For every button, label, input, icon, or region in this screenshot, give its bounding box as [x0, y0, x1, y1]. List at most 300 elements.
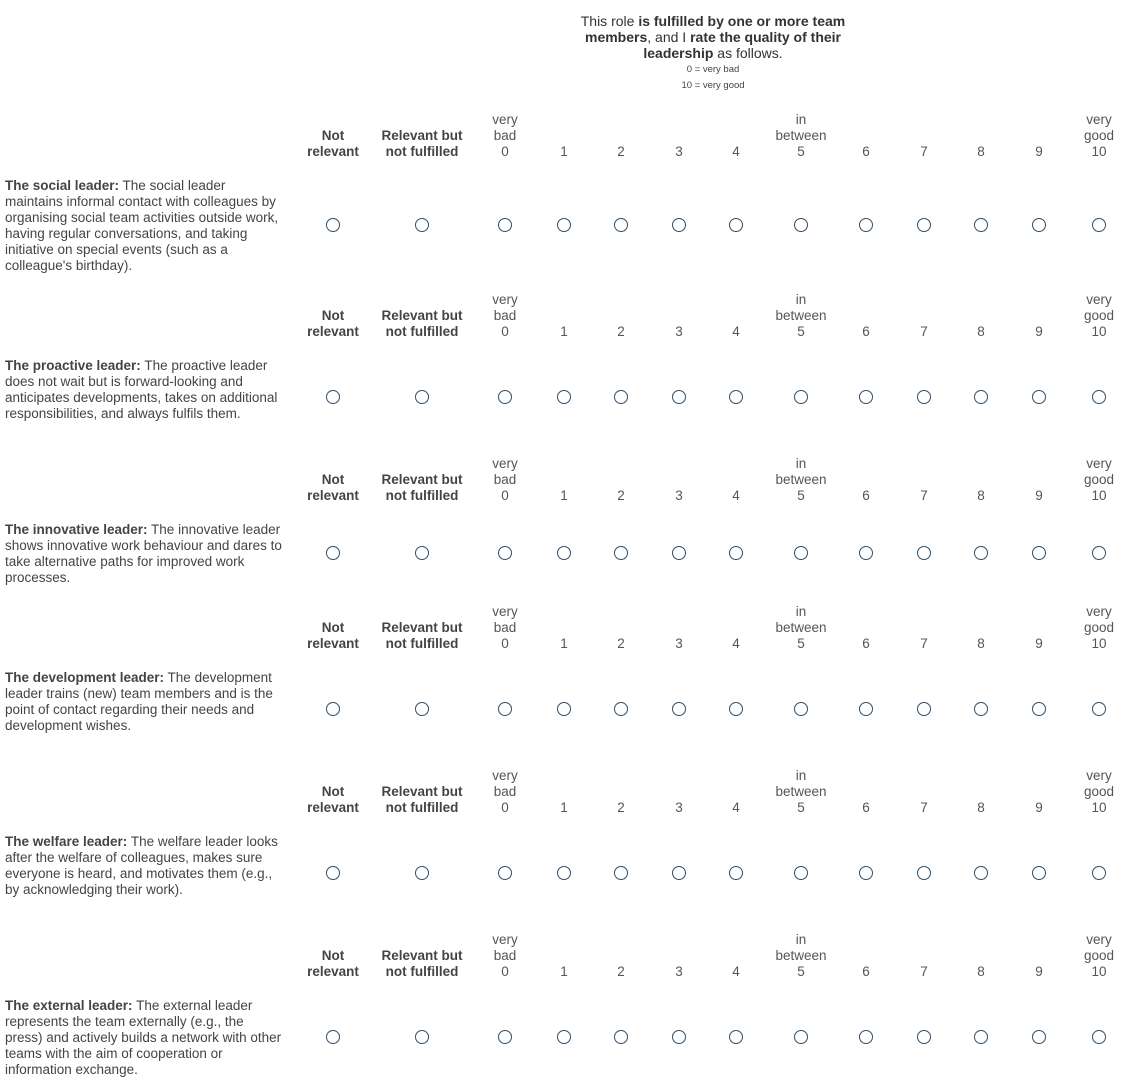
column-header-line: [617, 292, 625, 308]
column-header: [1084, 768, 1114, 816]
rating-radio[interactable]: [326, 1030, 340, 1044]
column-header-line: [675, 128, 683, 144]
column-header-line: 0: [501, 488, 509, 503]
rating-radio[interactable]: [859, 1030, 873, 1044]
column-header: [307, 456, 359, 504]
column-header-line: 4: [732, 964, 740, 979]
rating-radio[interactable]: [729, 390, 743, 404]
rating-radio[interactable]: [729, 866, 743, 880]
column-header-line: 2: [617, 636, 625, 651]
column-header-line: 3: [675, 964, 683, 979]
column-header-line: 8: [977, 324, 985, 339]
column-header-line: 6: [862, 144, 870, 159]
column-header-line: [1035, 948, 1043, 964]
column-header-line: [1035, 932, 1043, 948]
column-header: [492, 932, 518, 980]
column-header-line: bad: [493, 308, 517, 323]
rating-radio[interactable]: [557, 390, 571, 404]
column-header-line: relevant: [307, 324, 359, 339]
rating-radio[interactable]: [794, 390, 808, 404]
column-header-line: bad: [493, 128, 517, 143]
column-header-line: very: [1086, 604, 1112, 619]
column-header-line: 6: [862, 324, 870, 339]
column-header-line: 4: [732, 636, 740, 651]
column-header-line: 7: [920, 324, 928, 339]
column-header-line: Not: [321, 128, 345, 143]
column-header-line: 1: [560, 636, 568, 651]
column-header-line: Relevant but: [381, 620, 463, 635]
column-header-line: Not: [321, 784, 345, 799]
column-header-line: [675, 768, 683, 784]
rating-radio[interactable]: [614, 1030, 628, 1044]
column-header-line: [920, 948, 928, 964]
rating-radio[interactable]: [1032, 866, 1046, 880]
column-header: [492, 112, 518, 160]
rating-radio[interactable]: [557, 866, 571, 880]
column-header-line: 0: [501, 324, 509, 339]
intro-part: This role: [580, 13, 639, 29]
column-header-row: [0, 288, 1137, 340]
column-header-line: Relevant but: [381, 308, 463, 323]
column-header-line: [307, 112, 359, 128]
rating-radio[interactable]: [498, 866, 512, 880]
column-header-line: [560, 948, 568, 964]
column-header-line: [617, 308, 625, 324]
column-header: [560, 932, 568, 980]
rating-radio[interactable]: [557, 1030, 571, 1044]
column-header-line: 0: [501, 636, 509, 651]
column-header-line: [1035, 456, 1043, 472]
rating-radio[interactable]: [498, 546, 512, 560]
column-header-line: not fulfilled: [385, 800, 459, 815]
column-header-line: 8: [977, 144, 985, 159]
column-header: [732, 768, 740, 816]
column-header-line: 1: [560, 324, 568, 339]
column-header-line: [675, 456, 683, 472]
rating-radio[interactable]: [729, 546, 743, 560]
rating-radio[interactable]: [557, 218, 571, 232]
column-header-line: [307, 768, 359, 784]
column-header-line: very: [1086, 768, 1112, 783]
rating-radio[interactable]: [917, 390, 931, 404]
column-header-line: [381, 604, 462, 620]
column-header-line: [560, 112, 568, 128]
column-header-line: [1035, 292, 1043, 308]
rating-radio[interactable]: [672, 702, 686, 716]
column-header: [1035, 932, 1043, 980]
column-header-line: [977, 784, 985, 800]
rating-radio[interactable]: [415, 866, 429, 880]
column-header: [307, 768, 359, 816]
question-text: [5, 358, 283, 422]
column-header-line: 8: [977, 488, 985, 503]
column-header-line: very: [492, 112, 518, 127]
question-description: The social leader maintains informal contact with colleagues by organising social team activities outside work, having regular conversations, and taking initiative on special events (such as a colleague's birthday).: [5, 178, 279, 273]
column-header: [775, 932, 826, 980]
column-header-line: [1035, 784, 1043, 800]
rating-radio[interactable]: [859, 390, 873, 404]
column-header: [1035, 604, 1043, 652]
rating-radio[interactable]: [794, 1030, 808, 1044]
rating-radio[interactable]: [672, 1030, 686, 1044]
question-description: The development leader trains (new) team members and is the point of contact regarding their needs and development wishes.: [5, 670, 273, 733]
column-header-line: [920, 932, 928, 948]
rating-radio[interactable]: [498, 702, 512, 716]
rating-radio[interactable]: [1032, 218, 1046, 232]
column-header: [492, 292, 518, 340]
column-header-line: [381, 112, 462, 128]
column-header-line: [307, 932, 359, 948]
rating-radio[interactable]: [1092, 1030, 1106, 1044]
column-header-line: [560, 604, 568, 620]
column-header-line: [920, 604, 928, 620]
question-title: The welfare leader:: [5, 834, 128, 849]
column-header: [560, 604, 568, 652]
column-header-line: [675, 784, 683, 800]
column-header-line: 2: [617, 488, 625, 503]
column-header: [381, 768, 462, 816]
column-header-line: not fulfilled: [385, 488, 459, 503]
column-header-line: 6: [862, 800, 870, 815]
column-header-line: [862, 472, 870, 488]
column-header-line: 9: [1035, 488, 1043, 503]
column-header-line: [862, 456, 870, 472]
rating-radio[interactable]: [974, 546, 988, 560]
column-header: [492, 604, 518, 652]
rating-radio[interactable]: [672, 218, 686, 232]
column-header-line: relevant: [307, 488, 359, 503]
rating-radio[interactable]: [859, 218, 873, 232]
rating-radio[interactable]: [1032, 390, 1046, 404]
column-header-line: [1035, 768, 1043, 784]
column-header: [862, 768, 870, 816]
column-header-line: [675, 308, 683, 324]
rating-radio[interactable]: [917, 546, 931, 560]
column-header-line: [617, 948, 625, 964]
rating-radio[interactable]: [614, 702, 628, 716]
rating-radio[interactable]: [794, 866, 808, 880]
column-header-line: relevant: [307, 144, 359, 159]
rating-radio[interactable]: [672, 546, 686, 560]
column-header-line: 0: [501, 964, 509, 979]
column-header-line: in: [795, 768, 807, 783]
rating-radio[interactable]: [1092, 866, 1106, 880]
column-header-line: [560, 472, 568, 488]
rating-radio[interactable]: [415, 702, 429, 716]
column-header-line: [732, 784, 740, 800]
column-header-line: 6: [862, 636, 870, 651]
column-header: [675, 292, 683, 340]
column-header-line: [675, 932, 683, 948]
column-header-line: [977, 308, 985, 324]
column-header-line: [862, 604, 870, 620]
question-text: [5, 178, 283, 274]
column-header: [775, 112, 826, 160]
rating-radio[interactable]: [1032, 702, 1046, 716]
question-text: [5, 998, 283, 1078]
column-header-line: 7: [920, 800, 928, 815]
column-header-line: in: [795, 112, 807, 127]
column-header-line: [862, 620, 870, 636]
column-header-line: 8: [977, 800, 985, 815]
column-header-line: 8: [977, 636, 985, 651]
column-header-line: 5: [797, 964, 805, 979]
rating-radio[interactable]: [415, 218, 429, 232]
rating-radio[interactable]: [974, 1030, 988, 1044]
column-header-line: 2: [617, 800, 625, 815]
column-header: [1084, 604, 1114, 652]
rating-radio[interactable]: [1032, 1030, 1046, 1044]
column-header-line: [675, 472, 683, 488]
column-header-row: [0, 452, 1137, 504]
rating-radio[interactable]: [974, 702, 988, 716]
column-header-line: between: [775, 948, 827, 963]
column-header-line: good: [1083, 308, 1115, 323]
column-header: [1035, 456, 1043, 504]
column-header: [775, 292, 826, 340]
column-header-line: 3: [675, 800, 683, 815]
rating-radio[interactable]: [859, 702, 873, 716]
column-header-line: [617, 456, 625, 472]
question-text: [5, 670, 283, 734]
rating-radio[interactable]: [415, 1030, 429, 1044]
rating-radio[interactable]: [672, 390, 686, 404]
column-header-line: [862, 292, 870, 308]
rating-radio[interactable]: [794, 546, 808, 560]
rating-radio[interactable]: [1092, 546, 1106, 560]
rating-radio[interactable]: [859, 546, 873, 560]
column-header: [920, 604, 928, 652]
column-header: [560, 292, 568, 340]
column-header: [560, 112, 568, 160]
column-header: [617, 768, 625, 816]
column-header-line: 9: [1035, 324, 1043, 339]
column-header-line: [675, 292, 683, 308]
column-header-row: [0, 764, 1137, 816]
rating-radio[interactable]: [1092, 218, 1106, 232]
column-header-line: [307, 604, 359, 620]
column-header-line: [560, 784, 568, 800]
column-header: [977, 768, 985, 816]
rating-radio[interactable]: [917, 866, 931, 880]
column-header-line: 1: [560, 488, 568, 503]
column-header-line: [381, 768, 462, 784]
column-header-line: 7: [920, 488, 928, 503]
column-header-line: [920, 308, 928, 324]
column-header-line: Not: [321, 948, 345, 963]
column-header-line: [862, 768, 870, 784]
column-header-line: 4: [732, 324, 740, 339]
column-header-line: [617, 932, 625, 948]
column-header-line: [560, 932, 568, 948]
column-header-line: good: [1083, 128, 1115, 143]
column-header-line: [920, 456, 928, 472]
rating-radio[interactable]: [498, 218, 512, 232]
column-header: [732, 456, 740, 504]
column-header-line: [977, 604, 985, 620]
column-header-line: Relevant but: [381, 472, 463, 487]
rating-radio[interactable]: [326, 546, 340, 560]
column-header-line: [675, 620, 683, 636]
column-header-line: [1035, 472, 1043, 488]
rating-radio[interactable]: [326, 702, 340, 716]
column-header-line: 0: [501, 800, 509, 815]
rating-radio[interactable]: [415, 546, 429, 560]
rating-radio[interactable]: [974, 390, 988, 404]
question-description: The welfare leader looks after the welfare of colleagues, makes sure everyone is heard, and motivates them (e.g., by acknowledging their work).: [5, 834, 278, 897]
column-header-line: [675, 112, 683, 128]
rating-radio[interactable]: [729, 1030, 743, 1044]
rating-radio[interactable]: [794, 702, 808, 716]
column-header-line: [732, 292, 740, 308]
question-description: The external leader represents the team externally (e.g., the press) and actively builds a network with other teams with the aim of cooperation or information exchange.: [5, 998, 282, 1077]
rating-radio[interactable]: [415, 390, 429, 404]
column-header-line: good: [1083, 620, 1115, 635]
column-header-line: 10: [1091, 488, 1107, 503]
rating-radio[interactable]: [326, 390, 340, 404]
column-header: [1035, 112, 1043, 160]
column-header-line: between: [775, 128, 827, 143]
rating-radio[interactable]: [498, 1030, 512, 1044]
column-header: [862, 292, 870, 340]
column-header: [307, 292, 359, 340]
column-header-line: between: [775, 620, 827, 635]
column-header-line: 7: [920, 964, 928, 979]
column-header-line: 9: [1035, 636, 1043, 651]
question-title: The external leader:: [5, 998, 133, 1013]
intro-part: , and I: [647, 29, 691, 45]
rating-radio[interactable]: [557, 702, 571, 716]
intro-text: [572, 13, 854, 94]
rating-radio[interactable]: [1092, 390, 1106, 404]
rating-radio[interactable]: [614, 866, 628, 880]
rating-radio[interactable]: [498, 390, 512, 404]
column-header-line: [307, 456, 359, 472]
rating-radio[interactable]: [557, 546, 571, 560]
column-header-line: 5: [797, 636, 805, 651]
column-header-line: 1: [560, 800, 568, 815]
column-header: [675, 604, 683, 652]
column-header-line: not fulfilled: [385, 964, 459, 979]
column-header-line: [617, 620, 625, 636]
column-header-line: [1035, 604, 1043, 620]
rating-radio[interactable]: [729, 218, 743, 232]
column-header-line: very: [492, 456, 518, 471]
column-header-line: [977, 472, 985, 488]
column-header-line: [1035, 308, 1043, 324]
column-header-line: [617, 128, 625, 144]
scale-low-label: 0 = very bad: [686, 64, 740, 75]
column-header-line: 4: [732, 800, 740, 815]
rating-radio[interactable]: [1092, 702, 1106, 716]
column-header: [675, 768, 683, 816]
column-header-line: relevant: [307, 636, 359, 651]
column-header-line: 10: [1091, 324, 1107, 339]
column-header-line: [732, 472, 740, 488]
column-header-line: good: [1083, 784, 1115, 799]
column-header-line: 3: [675, 488, 683, 503]
column-header: [381, 292, 462, 340]
column-header-line: [977, 112, 985, 128]
column-header-line: [920, 768, 928, 784]
rating-radio[interactable]: [614, 546, 628, 560]
column-header-line: in: [795, 456, 807, 471]
column-header-line: [381, 456, 462, 472]
column-header: [381, 112, 462, 160]
column-header-line: 7: [920, 636, 928, 651]
column-header-line: [977, 932, 985, 948]
column-header: [920, 932, 928, 980]
column-header-line: in: [795, 292, 807, 307]
column-header: [492, 768, 518, 816]
rating-radio[interactable]: [794, 218, 808, 232]
rating-radio[interactable]: [614, 218, 628, 232]
column-header: [775, 768, 826, 816]
column-header-line: [381, 292, 462, 308]
rating-radio[interactable]: [326, 866, 340, 880]
column-header-line: 8: [977, 964, 985, 979]
question-text: [5, 834, 283, 898]
column-header-row: [0, 600, 1137, 652]
column-header-line: 10: [1091, 636, 1107, 651]
column-header-line: [732, 128, 740, 144]
rating-radio[interactable]: [326, 218, 340, 232]
column-header-line: very: [1086, 292, 1112, 307]
column-header-line: between: [775, 308, 827, 323]
column-header-line: Relevant but: [381, 784, 463, 799]
rating-radio[interactable]: [672, 866, 686, 880]
rating-radio[interactable]: [859, 866, 873, 880]
column-header-line: [560, 308, 568, 324]
column-header: [560, 456, 568, 504]
column-header-line: 0: [501, 144, 509, 159]
column-header-line: 3: [675, 144, 683, 159]
column-header: [560, 768, 568, 816]
rating-radio[interactable]: [974, 866, 988, 880]
question-title: The innovative leader:: [5, 522, 148, 537]
question-title: The proactive leader:: [5, 358, 141, 373]
column-header-line: [381, 932, 462, 948]
rating-radio[interactable]: [614, 390, 628, 404]
rating-radio[interactable]: [1032, 546, 1046, 560]
column-header-line: [560, 456, 568, 472]
column-header-line: [560, 292, 568, 308]
column-header-line: [617, 784, 625, 800]
column-header-line: [862, 308, 870, 324]
rating-radio[interactable]: [729, 702, 743, 716]
column-header: [862, 112, 870, 160]
column-header-line: [920, 472, 928, 488]
column-header-line: bad: [493, 784, 517, 799]
rating-radio[interactable]: [917, 218, 931, 232]
column-header-line: [560, 768, 568, 784]
column-header-line: [862, 784, 870, 800]
column-header-line: 6: [862, 964, 870, 979]
column-header-line: [617, 472, 625, 488]
column-header: [492, 456, 518, 504]
column-header-line: 5: [797, 324, 805, 339]
column-header: [920, 768, 928, 816]
rating-radio[interactable]: [917, 702, 931, 716]
column-header: [920, 292, 928, 340]
column-header-line: between: [775, 472, 827, 487]
rating-radio[interactable]: [917, 1030, 931, 1044]
column-header-line: 1: [560, 964, 568, 979]
column-header-line: bad: [493, 472, 517, 487]
rating-radio[interactable]: [974, 218, 988, 232]
column-header-line: [732, 308, 740, 324]
column-header-line: [1035, 128, 1043, 144]
